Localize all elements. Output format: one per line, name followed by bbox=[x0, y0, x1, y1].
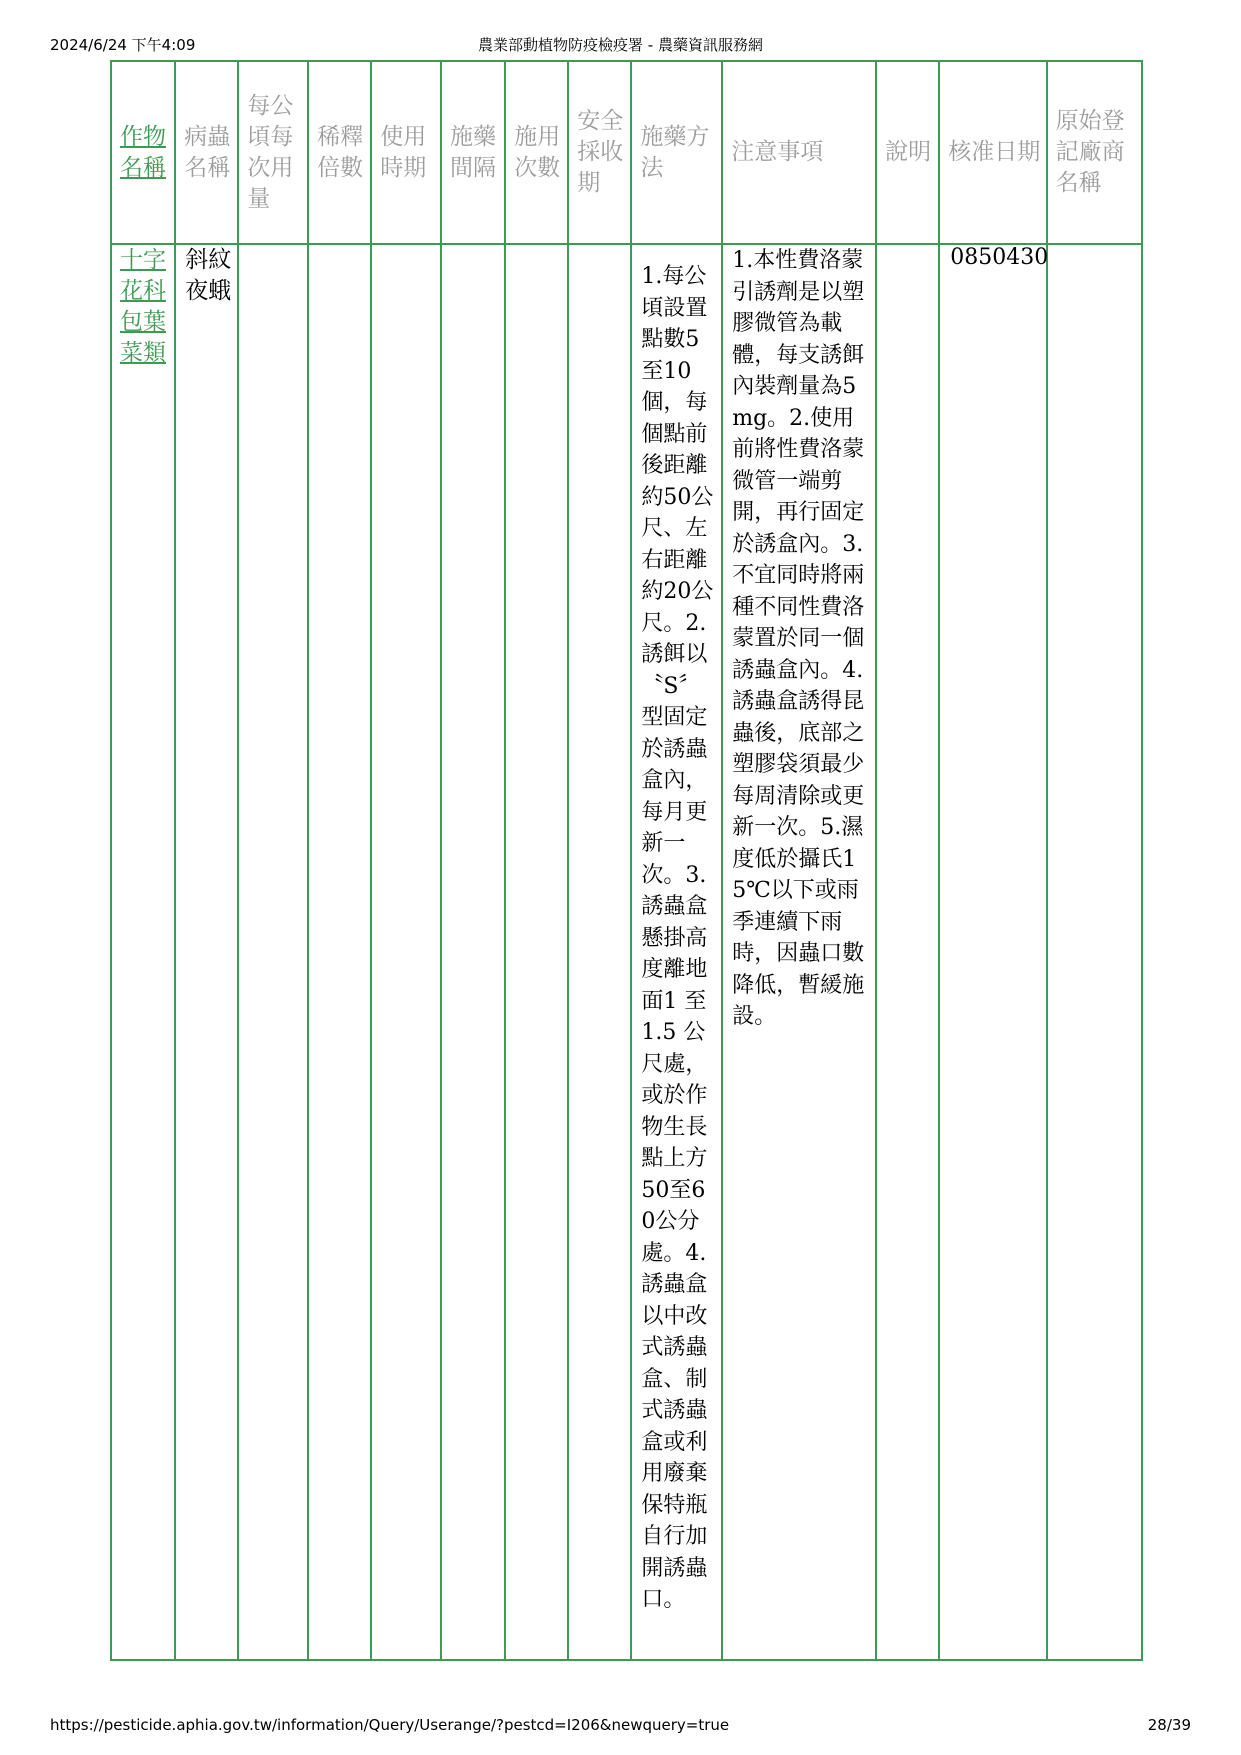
col-header-crop-label[interactable]: 作物名稱 bbox=[120, 123, 166, 181]
page-number: 28/39 bbox=[1147, 1716, 1191, 1734]
cell-approval-date bbox=[939, 244, 1049, 1660]
approval-date-value: 0850430 bbox=[950, 245, 1049, 270]
cell-description bbox=[876, 244, 939, 1660]
notes-text: 1.本性費洛蒙引誘劑是以塑膠微管為載體，每支誘餌內裝劑量為5mg。2.使用前將性費洛蒙微管一端剪開，再行固定於誘盒內。3.不宜同時將兩種不同性費洛蒙置於同一個誘蟲盒內。4.誘蟲盒誘得昆蟲後，底部之塑膠袋須最少每周清除或更新一次。5.濕度低於攝氏15℃以下或雨季連續下雨時，因蟲口數降低，暫緩施設。 bbox=[732, 248, 865, 1029]
cell-times bbox=[505, 244, 568, 1660]
col-header-use-period-label: 使用時期 bbox=[380, 123, 427, 181]
table-header-row bbox=[111, 61, 1142, 244]
col-header-registrant-label: 原始登記廠商名稱 bbox=[1055, 108, 1125, 196]
cell-interval bbox=[441, 244, 505, 1660]
col-header-times-label: 施用次數 bbox=[514, 123, 561, 181]
print-datetime: 2024/6/24 下午4:09 bbox=[50, 36, 196, 54]
col-header-notes bbox=[722, 61, 876, 244]
col-header-dilution-label: 稀釋倍數 bbox=[317, 123, 364, 181]
usage-table bbox=[110, 60, 1143, 1661]
pest-name: 斜紋夜蛾 bbox=[185, 247, 232, 304]
cell-dilution bbox=[308, 244, 371, 1660]
method-text: 1.每公頃設置點數5至10個，每個點前後距離約50公尺、左右距離約20公尺。2.誘餌以〝S〞型固定於誘蟲盒內，每月更新一次。3.誘蟲盒懸掛高度離地面1 至1.5 公尺處，或於作物生長點上方50至60公分處。4.誘蟲盒以中改式誘蟲盒、制式誘蟲盒或利用廢棄保特瓶自行加開誘蟲口。 bbox=[641, 264, 714, 1612]
cell-crop[interactable] bbox=[111, 244, 175, 1660]
col-header-dosage bbox=[238, 61, 308, 244]
col-header-pest bbox=[175, 61, 238, 244]
print-header bbox=[50, 34, 1191, 56]
col-header-harvest bbox=[568, 61, 631, 244]
col-header-notes-label: 注意事項 bbox=[731, 139, 824, 165]
col-header-dosage-label: 每公頃每次用量 bbox=[247, 92, 294, 212]
col-header-dilution bbox=[308, 61, 371, 244]
table-row bbox=[111, 244, 1142, 1660]
col-header-times bbox=[505, 61, 568, 244]
print-footer bbox=[50, 1716, 1191, 1738]
cell-dosage bbox=[238, 244, 308, 1660]
col-header-description bbox=[876, 61, 939, 244]
col-header-harvest-label: 安全採收期 bbox=[577, 108, 624, 196]
col-header-description-label: 說明 bbox=[885, 139, 932, 165]
col-header-method-label: 施藥方法 bbox=[640, 123, 710, 181]
col-header-crop[interactable] bbox=[111, 61, 175, 244]
col-header-interval-label: 施藥間隔 bbox=[449, 123, 496, 181]
col-header-approval-date-label: 核准日期 bbox=[948, 139, 1041, 165]
page-url: https://pesticide.aphia.gov.tw/information/Query/Userange/?pestcd=I206&newquery=true bbox=[50, 1716, 730, 1734]
col-header-use-period bbox=[371, 61, 441, 244]
col-header-pest-label: 病蟲名稱 bbox=[184, 123, 231, 181]
col-header-interval bbox=[441, 61, 505, 244]
cell-harvest bbox=[568, 244, 631, 1660]
cell-notes bbox=[722, 244, 876, 1660]
cell-registrant bbox=[1047, 244, 1142, 1660]
cell-use-period bbox=[371, 244, 441, 1660]
col-header-method bbox=[631, 61, 722, 244]
cell-method bbox=[631, 244, 722, 1660]
col-header-registrant bbox=[1047, 61, 1142, 244]
cell-pest bbox=[175, 244, 238, 1660]
crop-link[interactable]: 十字花科包葉菜類 bbox=[120, 247, 166, 366]
site-title: 農業部動植物防疫檢疫署 - 農藥資訊服務網 bbox=[478, 36, 763, 54]
col-header-approval-date bbox=[939, 61, 1046, 244]
